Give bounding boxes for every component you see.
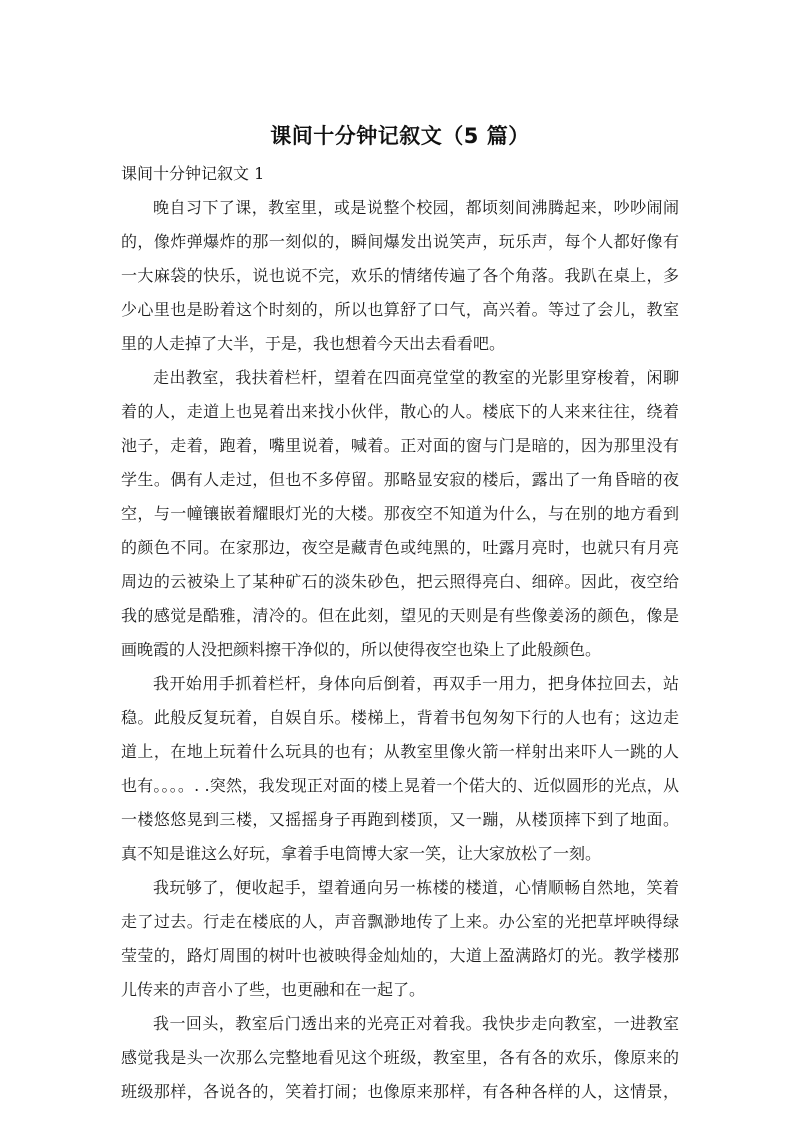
paragraph-5: 我一回头，教室后门透出来的光亮正对着我。我快步走向教室，一进教室感觉我是头一次那么完整地看见这个班级，教室里，各有各的欢乐，像原来的班级那样，各说各的，笑着打闹；也像原来那样，有各种各样的人，这情景， [121,1014,679,1101]
paragraph-2: 走出教室，我扶着栏杆，望着在四面亮堂堂的教室的光影里穿梭着，闲聊着的人，走道上也晃着出来找小伙伴，散心的人。楼底下的人来来往往，绕着池子，走着，跑着，嘴里说着，喊着。正对面的窗与门是暗的，因为那里没有学生。偶有人走过，但也不多停留。那略显安寂的楼后，露出了一角昏暗的夜空，与一幢镶嵌着耀眼灯光的大楼。那夜空不知道为什么，与在别的地方看到的颜色不同。在家那边，夜空是藏青色或纯黑的，吐露月亮时，也就只有月亮周边的云被染上了某种矿石的淡朱砂色，把云照得亮白、细碎。因此，夜空给我的感觉是酷雅，清冷的。但在此刻，望见的天则是有些像姜汤的颜色，像是画晚霞的人没把颜料擦干净似的，所以使得夜空也染上了此般颜色。 [121,368,679,659]
document-body [121,157,679,1109]
essay-subheading: 课间十分钟记叙文 1 [121,164,265,183]
paragraph-3: 我开始用手抓着栏杆，身体向后倒着，再双手一用力，把身体拉回去，站稳。此般反复玩着，自娱自乐。楼梯上，背着书包匆匆下行的人也有；这边走道上，在地上玩着什么玩具的也有；从教室里像火箭一样射出来吓人一跳的人也有。。。。. .突然，我发现正对面的楼上晃着一个偌大的、近似圆形的光点，从一楼悠悠晃到三楼，又摇摇身子再跑到楼顶，又一蹦，从楼顶摔下到了地面。真不知是谁这么好玩，拿着手电筒博大家一笑，让大家放松了一刻。 [121,674,679,863]
paragraph-4: 我玩够了，便收起手，望着通向另一栋楼的楼道，心情顺畅自然地，笑着走了过去。行走在楼底的人，声音飘渺地传了上来。办公室的光把草坪映得绿莹莹的，路灯周围的树叶也被映得金灿灿的，大道上盈满路灯的光。教学楼那儿传来的声音小了些，也更融和在一起了。 [121,878,679,999]
document-title: 课间十分钟记叙文（5 篇） [270,124,530,148]
paragraph-1: 晚自习下了课，教室里，或是说整个校园，都顷刻间沸腾起来，吵吵闹闹的，像炸弹爆炸的那一刻似的，瞬间爆发出说笑声，玩乐声，每个人都好像有一大麻袋的快乐，说也说不完，欢乐的情绪传遍了各个角落。我趴在桌上，多少心里也是盼着这个时刻的，所以也算舒了口气，高兴着。等过了会儿，教室里的人走掉了大半，于是，我也想着今天出去看看吧。 [121,198,679,353]
